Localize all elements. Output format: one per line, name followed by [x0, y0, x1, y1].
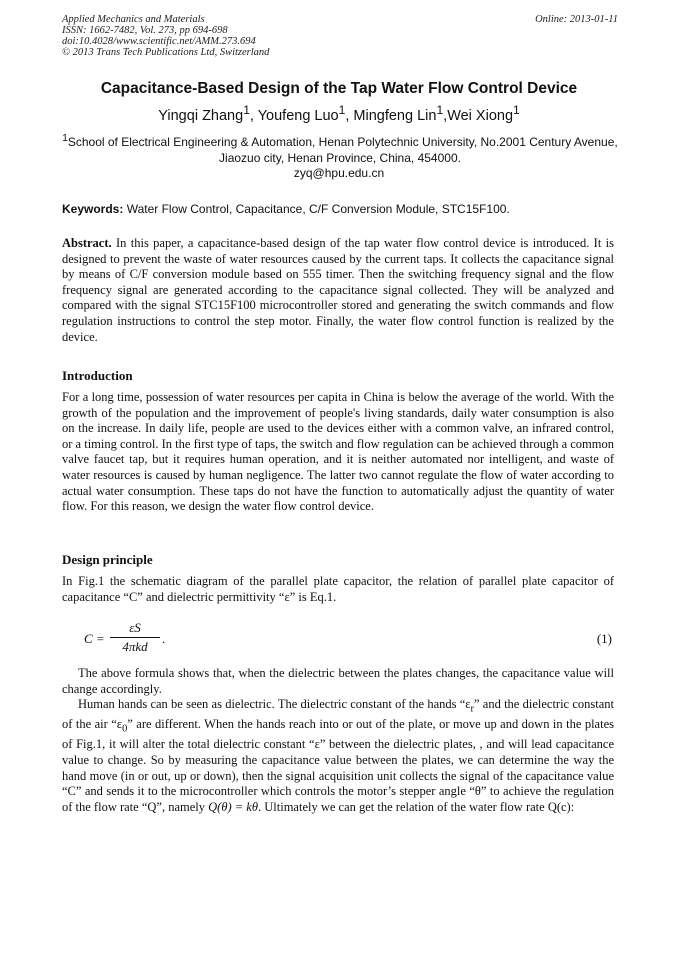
abstract-text: In this paper, a capacitance-based design of the tap water flow control device is introduced. It is designed to prevent the waste of water resources caused by the current taps. It collects the capacitance signal by means of C/F conversion module based on 555 timer. Then the switching frequency signal and the flow frequency signal are generated according to the capacitance signal collected. They will be analyzed and compared with the signal STC15F100 microcontroller stored and generating the switch commands and flow regulation instructions to control the step motor. Finally, the water flow control function is realized by the device. [62, 236, 614, 344]
author-affiliation-mark: 1 [243, 103, 250, 117]
equation-denominator: 4πkd [122, 639, 148, 654]
journal-header [62, 14, 618, 58]
author-email: zyq@hpu.edu.cn [293, 166, 385, 180]
author-affiliation-mark: 1 [513, 103, 520, 117]
affiliation-text: School of Electrical Engineering & Automation, Henan Polytechnic University, No.2001 Century Avenue, Jiaozuo city, Henan Province, China, 454000. [67, 135, 618, 165]
journal-name: Applied Mechanics and Materials [62, 14, 205, 25]
design-body [62, 666, 614, 815]
p3-text-c: ” are different. When the hands reach into or out of the plate, or move up and down in the plates of Fig.1, it will alter the total dielectric constant “ε” between the dielectric plates, , and will lead capacitance value to change. So by measuring the capacitance value between the plates, we can determine the way the hand move (in or out, up or down), then the signal acquisition unit collects the signal of the capacitance value “C” and sends it to the microcontroller which controls the motor’s stepper angle “θ” to achieve the regulation of the flow rate “Q”, namely [62, 717, 614, 814]
keywords-text: Water Flow Control, Capacitance, C/F Conversion Module, STC15F100. [126, 202, 510, 216]
inline-formula: Q(θ) = kθ [208, 799, 258, 814]
design-paragraph-3 [62, 697, 614, 815]
affiliation-mark: 1 [62, 133, 68, 144]
design-paragraph-2: The above formula shows that, when the dielectric between the plates changes, the capacitance value will change accordingly. [62, 666, 614, 696]
author-name: Yingqi Zhang [158, 107, 244, 124]
equation-1 [84, 620, 614, 656]
fraction-bar [110, 637, 160, 638]
equation-number: (1) [596, 631, 612, 646]
introduction-text: For a long time, possession of water resources per capita in China is below the average of the world. With the growth of the population and the improvement of people's living standards, daily water consumption is also on the increase. In daily life, people are used to the devices either with a common valve, an infrared control, or a timing control. In the first type of taps, the switch and flow regulation can be achieved through a common valve faucet tap, but it requires human operation, and it is neither automated nor intelligent, and waste of water resources is caused by human negligence. The latter two cannot regulate the flow of water according to actual water consumption. These taps do not have the function to automatically adjust the quantity of water flow. For this reason, we design the water flow control device. [62, 390, 614, 514]
author-list: Yingqi Zhang$^1$, Youfeng Luo$^1$, Mingfeng Lin$^1$,Wei Xiong$^1$ [158, 103, 520, 124]
abstract [62, 236, 614, 345]
author-affiliation-mark: 1 [436, 103, 444, 117]
author-name: Youfeng Luo [257, 107, 339, 124]
design-paragraph-1: In Fig.1 the schematic diagram of the parallel plate capacitor, the relation of parallel plate capacitor of capacitance “C” and dielectric permittivity “ε” is Eq.1. [62, 574, 614, 604]
p3-text-a: Human hands can be seen as dielectric. The dielectric constant of the hands “ε [78, 697, 471, 712]
keywords [62, 202, 618, 216]
author-name: Wei Xiong [447, 107, 514, 124]
section-heading-design-principle: Design principle [62, 552, 153, 567]
online-date: Online: 2013-01-11 [535, 14, 618, 25]
author-affiliation-mark: 1 [338, 103, 346, 117]
p3-text-d: . Ultimately we can get the relation of the water flow rate Q(c): [258, 799, 575, 814]
issn-line: ISSN: 1662-7482, Vol. 273, pp 694-698 [62, 25, 228, 36]
copyright-line: © 2013 Trans Tech Publications Ltd, Switzerland [62, 47, 270, 58]
equation-numerator: εS [129, 620, 141, 635]
equation-period: . [162, 631, 166, 646]
author-name: Mingfeng Lin [353, 107, 437, 124]
equation-lhs: C = [84, 631, 105, 646]
abstract-label: Abstract. [62, 236, 112, 250]
p3-text-b: ” and the dielectric constant of the air “ε [62, 697, 614, 732]
affiliation [62, 131, 618, 166]
epsilon-r-subscript: r [470, 703, 474, 715]
paper-title: Capacitance-Based Design of the Tap Water Flow Control Device [100, 80, 578, 97]
equation-fraction [110, 620, 160, 655]
keywords-label: Keywords: [62, 202, 124, 216]
epsilon-0-subscript: 0 [122, 723, 128, 735]
section-heading-introduction: Introduction [62, 368, 133, 383]
doi-line: doi:10.4028/www.scientific.net/AMM.273.694 [62, 36, 256, 47]
